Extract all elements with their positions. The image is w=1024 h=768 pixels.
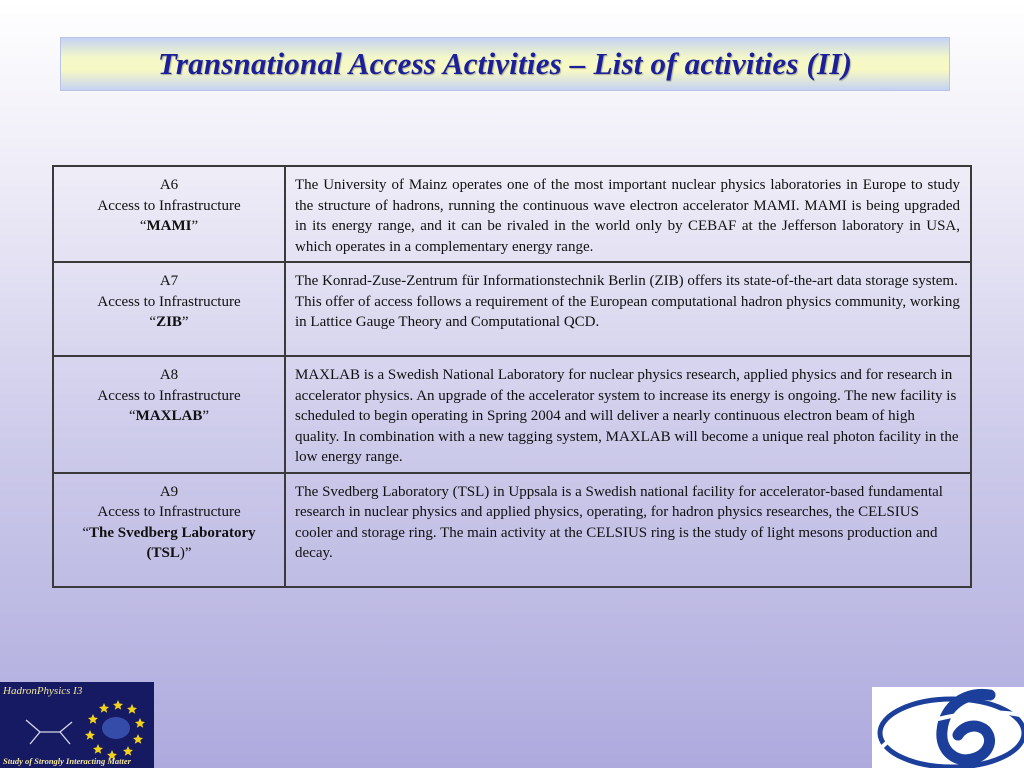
slide-title: Transnational Access Activities – List of activities (II) — [157, 46, 853, 81]
activity-code: A9 — [159, 483, 179, 500]
fp6-logo-icon — [872, 687, 1024, 768]
activity-type: Access to Infrastructure — [97, 293, 241, 310]
title-bar — [60, 37, 950, 91]
activity-description: The University of Mainz operates one of the most important nuclear physics laboratories in Europe to study the structure of hadrons, running the continuous wave electron accelerator MAMI. MAMI is being upgraded in its energy range, and it can be rivaled in the world only by CEBAF at the Jefferson laboratory in USA, which operates in a complementary energy range. — [285, 166, 971, 262]
quote-close: ” — [191, 218, 199, 234]
hadronphysics-logo — [0, 682, 154, 768]
infrastructure-name: ZIB — [156, 314, 182, 330]
activity-code: A7 — [159, 273, 179, 289]
activity-description: The Konrad-Zuse-Zentrum für Informationstechnik Berlin (ZIB) offers its state-of-the-art data storage system. This offer of access follows a requirement of the European computational hadron physics community, working in Lattice Gauge Theory and Computational QCD. — [285, 262, 971, 356]
activity-id-cell — [53, 473, 285, 587]
activities-table — [52, 165, 972, 588]
activity-code: A6 — [159, 177, 179, 193]
activity-type: Access to Infrastructure — [97, 387, 241, 404]
infrastructure-name: The Svedberg Laboratory — [89, 524, 256, 541]
activity-id-cell — [53, 166, 285, 262]
infrastructure-abbrev: (TSL — [146, 545, 180, 561]
activity-description: MAXLAB is a Swedish National Laboratory for nuclear physics research, applied physics and for research in accelerator physics. An upgrade of the accelerator system to increase its energy is ongoing. The new facility is scheduled to begin operating in Spring 2004 and will deliver a nearly continuous electron beam of high quality. In combination with a new tagging system, MAXLAB will become a unique real photon facility in the low energy range. — [285, 356, 971, 473]
quote-open: “ — [139, 218, 147, 234]
quote-close: ” — [181, 314, 189, 330]
quote-open: “ — [82, 524, 89, 541]
activity-type: Access to Infrastructure — [97, 197, 241, 214]
infrastructure-name: MAMI — [146, 218, 192, 234]
logo-top-text: HadronPhysics I3 — [3, 685, 83, 697]
quote-close: )” — [179, 545, 192, 561]
activity-id-cell — [53, 262, 285, 356]
table-row — [53, 166, 971, 262]
activity-id-cell — [53, 356, 285, 473]
quote-open: “ — [128, 408, 136, 424]
activity-description: The Svedberg Laboratory (TSL) in Uppsala is a Swedish national facility for accelerator-based fundamental research in nuclear physics and applied physics, operating, for hadron physics researches, the CELSIUS cooler and storage ring. The main activity at the CELSIUS ring is the study of light mesons production and decay. — [285, 473, 971, 587]
table-row — [53, 356, 971, 473]
activity-code: A8 — [159, 367, 179, 383]
table-row — [53, 473, 971, 587]
table-row — [53, 262, 971, 356]
infrastructure-name: MAXLAB — [135, 408, 203, 424]
activity-type: Access to Infrastructure — [97, 504, 241, 520]
logo-bottom-text: Study of Strongly Interacting Matter — [3, 756, 131, 766]
quote-open: “ — [149, 314, 157, 330]
fp6-logo — [872, 687, 1024, 768]
quote-close: ” — [202, 408, 209, 424]
